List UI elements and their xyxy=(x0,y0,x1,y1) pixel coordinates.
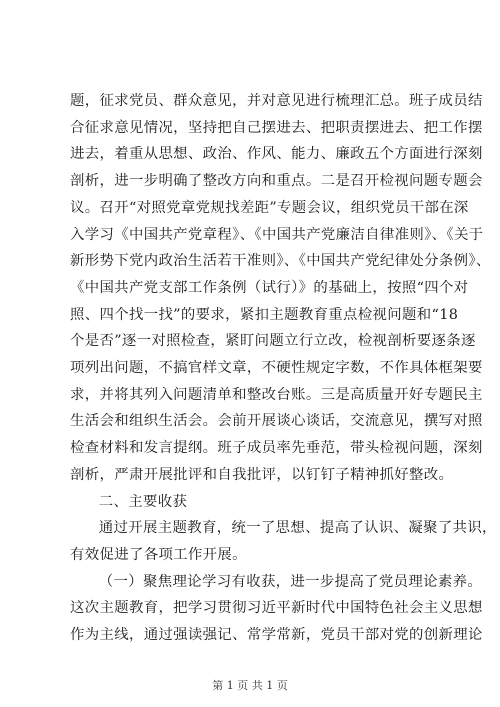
text-line: 二、主要收获 xyxy=(98,493,188,510)
text-line: 进去，着重从思想、政治、作风、能力、廉政五个方面进行深刻 xyxy=(70,146,483,163)
text-line: 通过开展主题教育，统一了思想、提高了认识、凝聚了共识， xyxy=(98,520,497,537)
text-line: 作为主线，通过强读强记、常学常新，党员干部对党的创新理论 xyxy=(70,627,483,644)
text-line: 剖析，进一步明确了整改方向和重点。二是召开检视问题专题会 xyxy=(70,173,483,190)
text-line: 剖析，严肃开展批评和自我批评，以钉钉子精神抓好整改。 xyxy=(70,466,454,483)
text-line: 检查材料和发言提纲。班子成员率先垂范，带头检视问题，深刻 xyxy=(70,440,483,457)
text-line: （一）聚焦理论学习有收获，进一步提高了党员理论素养。 xyxy=(98,573,483,590)
text-line: 《中国共产党支部工作条例（试行）》的基础上，按照“四个对 xyxy=(70,279,469,296)
text-line: 议。召开“对照党章党规找差距”专题会议，组织党员干部在深 xyxy=(70,199,469,216)
text-line: 照、四个找一找”的要求，紧扣主题教育重点检视问题和“18 xyxy=(70,306,459,323)
text-line: 生活会和组织生活会。会前开展谈心谈话，交流意见，撰写对照 xyxy=(70,413,483,430)
text-line: 求，并将其列入问题清单和整改台账。三是高质量开好专题民主 xyxy=(70,386,483,403)
text-line: 个是否”逐一对照检查，紧盯问题立行立改，检视剖析要逐条逐 xyxy=(70,333,476,350)
text-line: 题，征求党员、群众意见，并对意见进行梳理汇总。班子成员结 xyxy=(70,93,483,109)
text-line: 有效促进了各项工作开展。 xyxy=(70,546,247,563)
text-line: 这次主题教育，把学习贯彻习近平新时代中国特色社会主义思想 xyxy=(70,600,483,617)
document-body xyxy=(70,88,497,649)
text-line: 入学习《中国共产党章程》、《中国共产党廉洁自律准则》、《关于 xyxy=(70,226,484,243)
text-line: 新形势下党内政治生活若干准则》、《中国共产党纪律处分条例》、 xyxy=(70,253,491,270)
text-line: 合征求意见情况，坚持把自己摆进去、把职责摆进去、把工作摆 xyxy=(70,119,483,136)
page-footer: 第 1 页 共 1 页 xyxy=(212,679,288,692)
text-line: 项列出问题，不搞官样文章，不硬性规定字数，不作具体框架要 xyxy=(70,360,483,377)
